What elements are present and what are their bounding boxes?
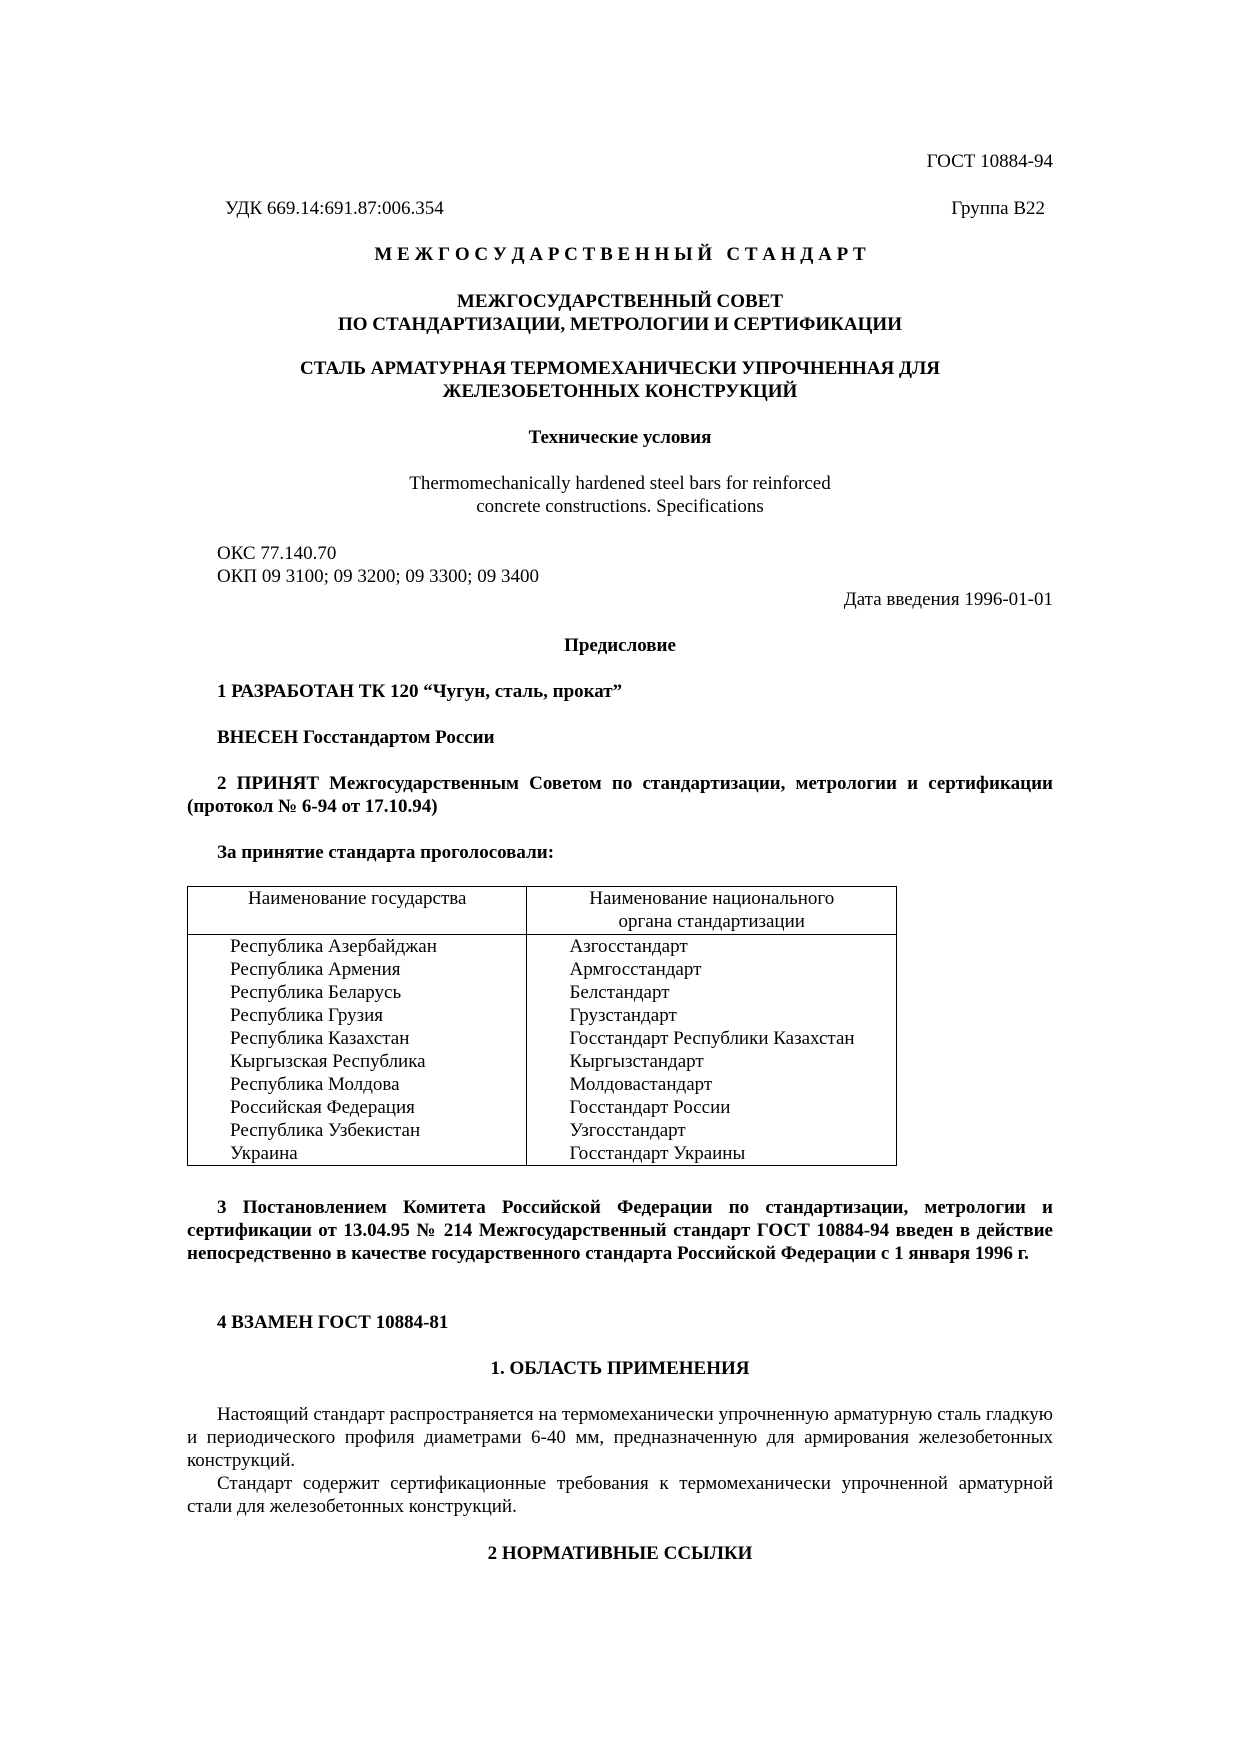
preface-item-2: 2 ПРИНЯТ Межгосударственным Советом по стандартизации, метрологии и сертификации (протокол № 6-94 от 17.10.94)	[187, 773, 1053, 817]
table-row	[188, 1004, 897, 1027]
col-header-body-line-2: органа стандартизации	[618, 911, 805, 932]
state-name: Кыргызская Республика	[188, 1050, 527, 1073]
english-title	[187, 472, 1053, 518]
standards-body: Грузстандарт	[527, 1004, 897, 1027]
table-row	[188, 958, 897, 981]
udk-code: УДК 669.14:691.87:006.354	[225, 198, 444, 219]
intro-date: Дата введения 1996-01-01	[843, 589, 1053, 610]
table-row	[188, 935, 897, 959]
col-header-body	[527, 887, 897, 935]
standards-body: Кыргызстандарт	[527, 1050, 897, 1073]
council-line-1: МЕЖГОСУДАРСТВЕННЫЙ СОВЕТ	[456, 291, 784, 312]
voting-table	[187, 886, 897, 1166]
english-title-line-2: concrete constructions. Specifications	[476, 496, 764, 517]
interstate-standard-text: М Е Ж Г О С У Д А Р С Т В Е Н Н Ы Й С Т А Н Д А Р Т	[374, 244, 866, 265]
preface-introduced: ВНЕСЕН Госстандартом России	[217, 727, 495, 748]
standards-body: Госстандарт Республики Казахстан	[527, 1027, 897, 1050]
title-line-2: ЖЕЛЕЗОБЕТОННЫХ КОНСТРУКЦИЙ	[442, 381, 798, 402]
standards-body: Госстандарт Украины	[527, 1142, 897, 1166]
council-heading	[187, 290, 1053, 336]
section-1-paragraph-1: Настоящий стандарт распространяется на термомеханически упрочненную арматурную сталь гладкую и периодического профиля диаметрами 6-40 мм, предназначенную для армирования железобетонных конструкций.	[187, 1404, 1053, 1471]
standards-body: Молдовастандарт	[527, 1073, 897, 1096]
table-row	[188, 1027, 897, 1050]
preface-item-3: 3 Постановлением Комитета Российской Федерации по стандартизации, метрологии и сертификации от 13.04.95 № 214 Межгосударственный стандарт ГОСТ 10884-94 введен в действие непосредственно в качестве государственного стандарта Российской Федерации с 1 января 1996 г.	[187, 1197, 1053, 1264]
standards-body: Армгосстандарт	[527, 958, 897, 981]
standards-body: Белстандарт	[527, 981, 897, 1004]
council-line-2: ПО СТАНДАРТИЗАЦИИ, МЕТРОЛОГИИ И СЕРТИФИКАЦИИ	[337, 314, 902, 335]
table-row	[188, 1050, 897, 1073]
state-name: Республика Грузия	[188, 1004, 527, 1027]
english-title-line-1: Thermomechanically hardened steel bars for reinforced	[409, 473, 831, 494]
section-1-heading: 1. ОБЛАСТЬ ПРИМЕНЕНИЯ	[490, 1358, 750, 1379]
state-name: Республика Казахстан	[188, 1027, 527, 1050]
gost-number: ГОСТ 10884-94	[926, 151, 1053, 172]
state-name: Российская Федерация	[188, 1096, 527, 1119]
col-header-state: Наименование государства	[188, 887, 527, 935]
state-name: Республика Узбекистан	[188, 1119, 527, 1142]
interstate-standard-heading	[187, 243, 1053, 266]
table-row	[188, 981, 897, 1004]
table-row	[188, 1096, 897, 1119]
state-name: Республика Азербайджан	[188, 935, 527, 959]
preface-voted: За принятие стандарта проголосовали:	[217, 842, 555, 863]
document-page	[187, 0, 1053, 1755]
section-1-body	[187, 1403, 1053, 1518]
standards-body: Азгосстандарт	[527, 935, 897, 959]
document-subtitle: Технические условия	[528, 427, 712, 448]
group-code: Группа В22	[951, 198, 1045, 219]
voting-table-header	[188, 887, 897, 935]
section-2-heading: 2 НОРМАТИВНЫЕ ССЫЛКИ	[487, 1543, 753, 1564]
state-name: Республика Армения	[188, 958, 527, 981]
okp-code: ОКП 09 3100; 09 3200; 09 3300; 09 3400	[217, 566, 539, 587]
document-title	[187, 357, 1053, 403]
classification-codes	[217, 542, 539, 588]
standards-body: Госстандарт России	[527, 1096, 897, 1119]
state-name: Республика Беларусь	[188, 981, 527, 1004]
table-row	[188, 1142, 897, 1166]
col-header-body-line-1: Наименование национального	[589, 888, 835, 909]
oks-code: ОКС 77.140.70	[217, 543, 337, 564]
section-1-paragraph-2: Стандарт содержит сертификационные требования к термомеханически упрочненной арматурной стали для железобетонных конструкций.	[187, 1473, 1053, 1517]
table-row	[188, 1073, 897, 1096]
state-name: Украина	[188, 1142, 527, 1166]
table-row	[188, 1119, 897, 1142]
state-name: Республика Молдова	[188, 1073, 527, 1096]
standards-body: Узгосстандарт	[527, 1119, 897, 1142]
title-line-1: СТАЛЬ АРМАТУРНАЯ ТЕРМОМЕХАНИЧЕСКИ УПРОЧНЕННАЯ ДЛЯ	[300, 358, 940, 379]
preface-item-4: 4 ВЗАМЕН ГОСТ 10884-81	[217, 1312, 449, 1333]
preface-item-1: 1 РАЗРАБОТАН ТК 120 “Чугун, сталь, прокат”	[217, 681, 623, 702]
preface-heading: Предисловие	[564, 635, 676, 656]
